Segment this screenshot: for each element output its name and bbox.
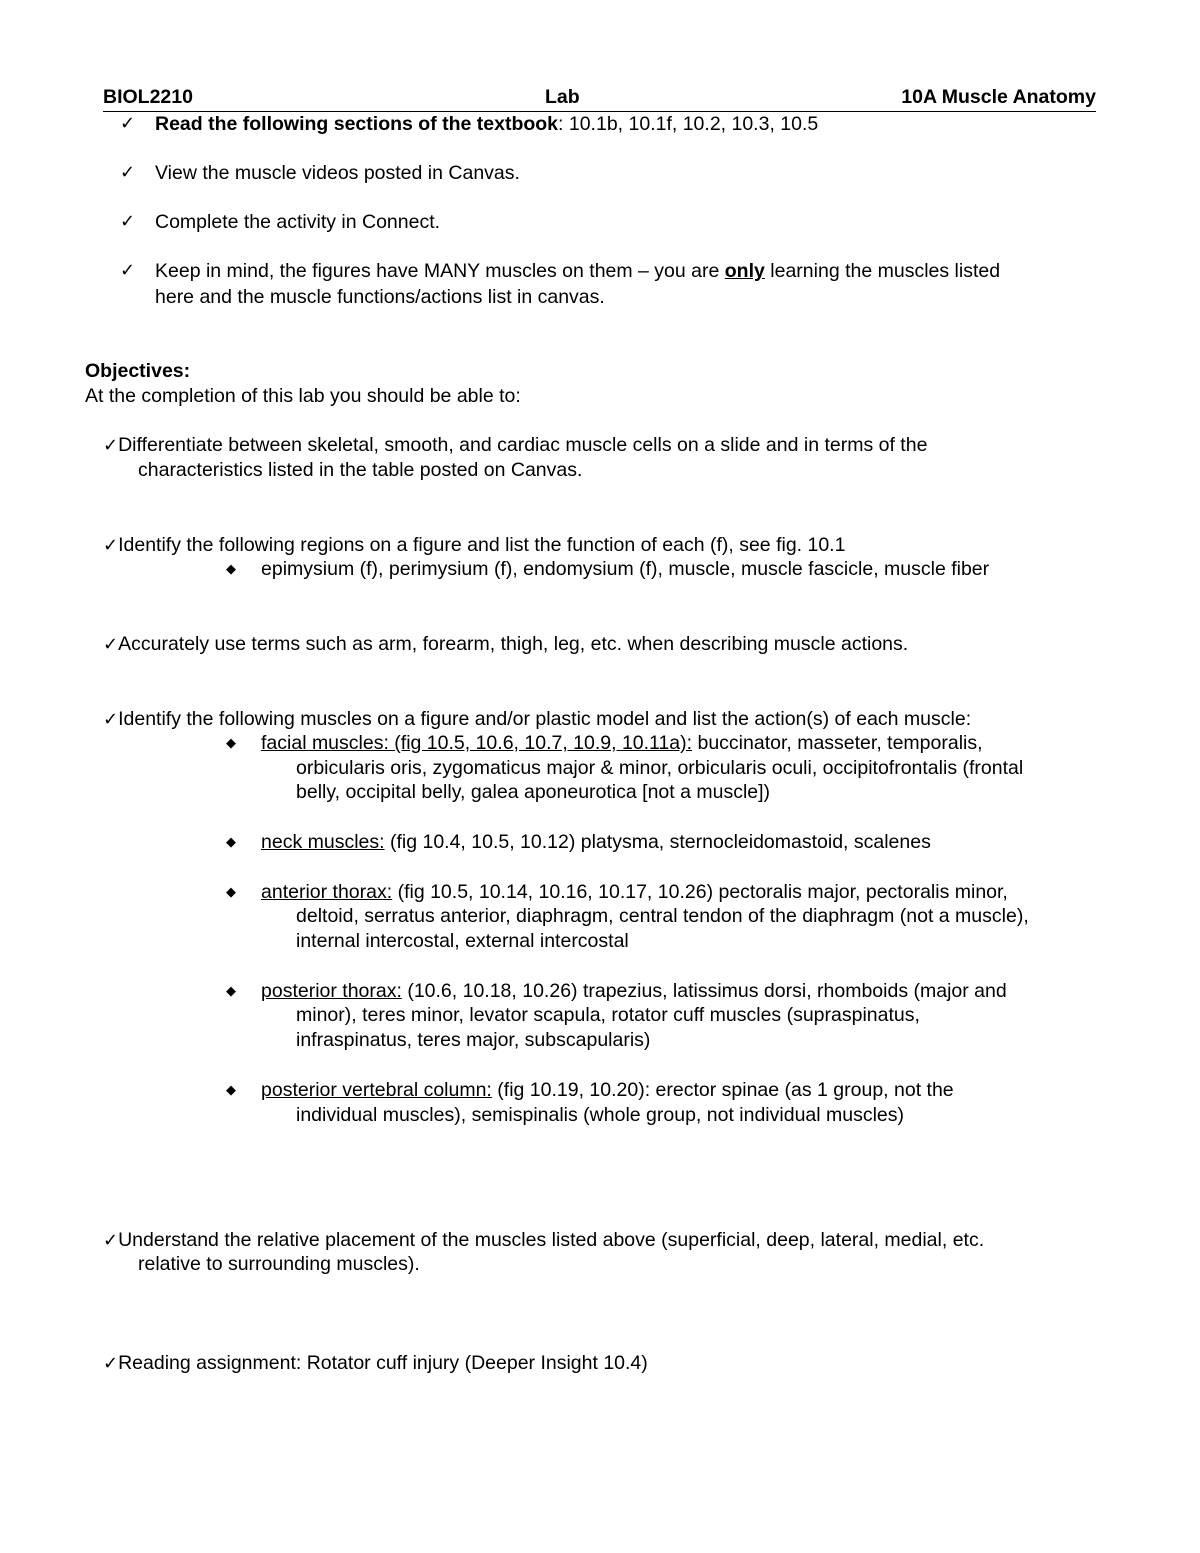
check-icon: ✓ xyxy=(120,162,136,183)
posterior-vertebral-column-cont: individual muscles), semispinalis (whole group, not individual muscles) xyxy=(296,1104,905,1126)
lab-title: 10A Muscle Anatomy xyxy=(901,86,1096,108)
posterior-thorax-cont-2: infraspinatus, teres major, subscapularis) xyxy=(296,1029,651,1051)
anterior-thorax-cont-1: deltoid, serratus anterior, diaphragm, central tendon of the diaphragm (not a muscle), xyxy=(296,905,1029,927)
anterior-thorax-cont-2: internal intercostal, external intercostal xyxy=(296,930,629,952)
anterior-thorax: anterior thorax: (fig 10.5, 10.14, 10.16, 10.17, 10.26) pectoralis major, pectoralis minor, xyxy=(261,881,1008,903)
posterior-vertebral-column: posterior vertebral column: (fig 10.19, 10.20): erector spinae (as 1 group, not the xyxy=(261,1079,954,1101)
objectives-intro: At the completion of this lab you should be able to: xyxy=(85,385,521,407)
objective-4: ✓Identify the following muscles on a figure and/or plastic model and list the action(s) of each muscle: xyxy=(103,708,972,730)
check-icon: ✓ xyxy=(120,113,136,134)
diamond-bullet-icon: ◆ xyxy=(226,1083,236,1098)
prep-item-4-cont: here and the muscle functions/actions list in canvas. xyxy=(155,286,605,308)
prep-item-4: Keep in mind, the figures have MANY muscles on them – you are only learning the muscles listed xyxy=(155,260,1001,282)
check-icon: ✓ xyxy=(103,435,119,456)
objectives-heading: Objectives: xyxy=(85,360,191,382)
lab-label: Lab xyxy=(545,86,580,108)
diamond-bullet-icon: ◆ xyxy=(226,984,236,999)
facial-muscles-cont-2: belly, occipital belly, galea aponeurotica [not a muscle]) xyxy=(296,781,771,803)
check-icon: ✓ xyxy=(103,1230,119,1251)
prep-item-1: Read the following sections of the textbook: 10.1b, 10.1f, 10.2, 10.3, 10.5 xyxy=(155,113,819,135)
check-icon: ✓ xyxy=(120,211,136,232)
diamond-bullet-icon: ◆ xyxy=(226,885,236,900)
prep-item-2: View the muscle videos posted in Canvas. xyxy=(155,162,520,184)
posterior-thorax-cont-1: minor), teres minor, levator scapula, rotator cuff muscles (supraspinatus, xyxy=(296,1004,920,1026)
objective-5: ✓Understand the relative placement of the muscles listed above (superficial, deep, lateral, medial, etc. xyxy=(103,1229,985,1251)
check-icon: ✓ xyxy=(120,260,136,281)
document-header xyxy=(103,85,1096,112)
objective-3: ✓Accurately use terms such as arm, forearm, thigh, leg, etc. when describing muscle actions. xyxy=(103,633,909,655)
diamond-bullet-icon: ◆ xyxy=(226,736,236,751)
facial-muscles: facial muscles: (fig 10.5, 10.6, 10.7, 10.9, 10.11a): buccinator, masseter, temporalis, xyxy=(261,732,983,754)
check-icon: ✓ xyxy=(103,535,119,556)
objective-6: ✓Reading assignment: Rotator cuff injury (Deeper Insight 10.4) xyxy=(103,1352,648,1374)
check-icon: ✓ xyxy=(103,634,119,655)
facial-muscles-cont-1: orbicularis oris, zygomaticus major & minor, orbicularis oculi, occipitofrontalis (frontal xyxy=(296,757,1024,779)
objective-1-cont: characteristics listed in the table posted on Canvas. xyxy=(138,459,583,481)
objective-2-sub: epimysium (f), perimysium (f), endomysium (f), muscle, muscle fascicle, muscle fiber xyxy=(261,558,990,580)
objective-1: ✓Differentiate between skeletal, smooth, and cardiac muscle cells on a slide and in terms of the xyxy=(103,434,928,456)
diamond-bullet-icon: ◆ xyxy=(226,562,236,577)
neck-muscles: neck muscles: (fig 10.4, 10.5, 10.12) platysma, sternocleidomastoid, scalenes xyxy=(261,831,931,853)
objective-2: ✓Identify the following regions on a figure and list the function of each (f), see fig. 10.1 xyxy=(103,534,846,556)
diamond-bullet-icon: ◆ xyxy=(226,835,236,850)
posterior-thorax: posterior thorax: (10.6, 10.18, 10.26) trapezius, latissimus dorsi, rhomboids (major and xyxy=(261,980,1007,1002)
objective-5-cont: relative to surrounding muscles). xyxy=(138,1253,420,1275)
check-icon: ✓ xyxy=(103,709,119,730)
prep-item-3: Complete the activity in Connect. xyxy=(155,211,441,233)
check-icon: ✓ xyxy=(103,1353,119,1374)
course-code: BIOL2210 xyxy=(103,86,193,108)
